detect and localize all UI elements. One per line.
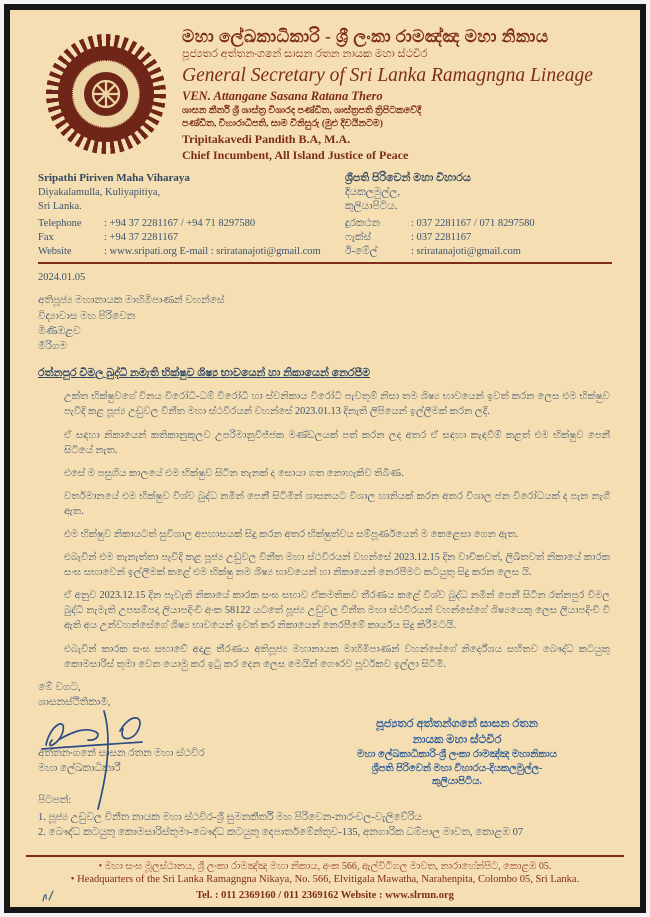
credentials-english-2: Chief Incumbent, All Island Justice of Peace: [182, 147, 409, 162]
website-email-value: : www.sripati.org E-mail : sriratanajoti@gmail.com: [104, 246, 321, 258]
paragraph: උක්ත භික්ෂුවගේ විනය විරෝධි-ධම් විරෝධි හා ස්වනිකාය විරෝධි පැවතුම් නිසා තම ශිෂ්‍ය භාවයෙන් ඉවත් කරන ලෙස එම භික්ෂුව පැවිදි කළ පූජ්‍ය උඩුවල විනීත මහා ස්ථවිරයන් වහන්සේ 2023.01.13 දිනැති ලිපියෙන් ඉල්ලීමක් කරන ලදී.: [64, 391, 610, 418]
letterhead: [46, 26, 612, 163]
telephone-label-si: දුරකථන: [345, 217, 381, 229]
signatory-name: අත්තනංගනේ සාසන රතන මහා ස්ථවිර: [38, 748, 205, 760]
paragraph: වර්තමානයේ එම භික්ෂුව විශ්ව බුද්ධ නමින් පෙනී සිටිමින් ශාසනයට විශාල හානියක් කරන අතර විශාල ජන විරෝධයක් ද පැන නැගී ඇත.: [64, 490, 610, 517]
stamp-line: කුලියාපිටිය.: [432, 776, 482, 788]
fax-row: [38, 231, 325, 245]
letter-date: 2024.01.05: [38, 272, 86, 284]
paragraph: ඒ අනුව 2023.12.15 දින පැවැති නිකායේ කාරක සංඝ සභාව ඒකමතිකව තීරණය කළේ විශ්ව බුද්ධ නමින් පෙනී සිටින රත්නපුර විමල බුද්ධි නැමැති උපසම්පදා ලියාපදිංචි අංක 58122 යටතේ පූජ්‍ය උඩුවල විනීත මහා ස්ථවිරයන් වහන්සේගේ ශිෂ්‍යයෙකු ලෙස ලියාපදිංචි වී ඇති අය උන්වහන්සේගේ ශිෂ්‍ය භාවයෙන් ඉවත් කර නිකායෙන් නෙරපීමේ කාර්යය සිදු කිරීමටයි.: [64, 590, 610, 632]
header-divider: [38, 262, 612, 264]
paragraph: එම භික්ෂුව නිකායටත් සුවිශාල අපහාසයක් සිදු කරන අතර භික්ෂුත්වය සම්පූර්ණයෙන් ම කෙළෙසා ගෙන ඇත.: [64, 528, 519, 540]
email-label-si: ඊ-මේල්: [345, 246, 378, 258]
contact-right: [325, 171, 612, 260]
paragraph: එබැවින් එම තැනැත්තා පැවිදි කළ පූජ්‍ය උඩුවල විනීත මහා ස්ථවිරයන් වහන්සේ 2023.12.15 දින වාචිකවත්, ලිඛිතවත් නිකායේ කාරක සංඝ සභාවෙන් ඉල්ලීමක් කළේ එම භික්ෂු නම ශිෂ්‍ය භාවයෙන් හා නිකායෙන් නෙරපීමට කටයුතු සිදු කරන ලෙස යි.: [64, 552, 610, 579]
copy-item: 1. පූජ්‍ය උඩුවල විනීත නායක මහා ස්ථවිර-ශ්‍රී සුමනකීර්ති මහ පිරිවෙන-නාරංවල-වැලිවේරිය: [38, 811, 422, 823]
nikaya-subtitle-sinhala: පූජ්‍යතර අත්තනංගනේ සාසන රතන නායක මහා ස්ථවිර: [182, 48, 428, 61]
seal-hub: [84, 72, 128, 116]
signatory-title: මහා ලේඛකාධිකාරී: [38, 762, 121, 774]
copies-label: පිටපත්:: [38, 794, 72, 806]
address-line: කුලියාපිටිය.: [345, 200, 398, 212]
contact-left-rows: [38, 217, 325, 260]
telephone-label: Telephone: [38, 217, 82, 229]
letterhead-text: [182, 26, 612, 163]
closing-line: ශාසනස්ථිතිකාමී,: [38, 697, 111, 709]
recipient-line: මිණිඹළව: [38, 325, 81, 337]
telephone-row: [38, 217, 325, 231]
email-row-si: [345, 245, 612, 259]
telephone-value: : +94 37 2281167 / +94 71 8297580: [104, 217, 256, 229]
credentials-sinhala-2: පණ්ඩිත, විහාරාධිපති, සාම විනිසුරු (මුළු දිවයිනටම): [182, 118, 383, 129]
letter-paper: [10, 10, 640, 907]
recipient-line: විද්‍යාවාස මහ පිරිවෙන: [38, 310, 136, 322]
dharma-wheel-icon: [89, 77, 123, 111]
fax-value: : +94 37 2281167: [104, 232, 179, 244]
signature-left: [38, 713, 302, 789]
contact-right-rows: [345, 217, 612, 260]
footer-tel-website: Tel. : 011 2369160 / 011 2369162 Website : www.slrmn.org: [196, 890, 454, 901]
contact-left: [38, 171, 325, 260]
signature-right: [302, 713, 612, 789]
telephone-row-si: [345, 217, 612, 231]
closing-line: මේ වගට,: [38, 681, 81, 693]
paragraph: ඒ සඳහා නිකායෙන් කතිකානුකූලව උපරිමානුවිජ්ජක මණ්ඩලයක් පත් කරන ලද අතර ඒ සඳහා කැඳවීම් කළත් එම භික්ෂුව පෙනී සිටියේ නැත.: [64, 429, 610, 456]
subject-line: රත්නපුර විමල බුද්ධි නමැති භික්ෂුව ශිෂ්‍ය භාවයෙන් හා නිකායෙන් නෙරපීම: [38, 367, 371, 380]
paragraph: එබැවින් කාරක සංඝ සභාවේ අදාළ තීරණය අතිපූජ්‍ය මහානායක මාහිමිපාණන් වහන්සේගේ නිර්දේශය සහිතව බෞද්ධ කටයුතු කොමසාරිස් තුමා වෙත යොමු කර ඉටු කර දෙන ලෙස මෙයින් ගෞරව පූර්වකව ඉල්ලා සිටිමි.: [64, 643, 610, 670]
letter-body: [38, 389, 612, 671]
website-label: Website: [38, 246, 72, 258]
nikaya-title-english: General Secretary of Sri Lanka Ramagngna Lineage: [182, 65, 593, 86]
fax-label-si: ෆැක්ස්: [345, 232, 372, 244]
address-line: Sri Lanka.: [38, 200, 82, 212]
vihara-name-sinhala: ශ්‍රීපති පිරිවෙන් මහා විහාරය: [345, 171, 471, 184]
footer-divider: [26, 855, 624, 857]
website-email-row: [38, 245, 325, 259]
vihara-name-english: Sripathi Piriven Maha Viharaya: [38, 171, 190, 184]
telephone-value-si: : 037 2281167 / 071 8297580: [411, 217, 535, 229]
contact-block: [38, 171, 612, 260]
stamp-line: පූජ්‍යතර අත්තන්ගනේ සාසන රතන: [376, 718, 538, 731]
stamp-line: මහා ලේඛකාධිකාරි-ශ්‍රී ලංකා රාමඤ්ඤ මහානිකාය: [357, 749, 557, 761]
pen-mark-icon: [40, 889, 56, 903]
signature-area: [38, 713, 612, 789]
fax-row-si: [345, 231, 612, 245]
credentials-english-1: Tripitakavedi Pandith B.A, M.A.: [182, 131, 351, 146]
address-line: දියකලමුල්ල,: [345, 186, 400, 198]
recipient-line: මීරිගම: [38, 341, 67, 353]
stamp-line: නායක මහා ස්ථවිර: [412, 733, 502, 746]
letter-frame: [4, 4, 646, 913]
credentials-sinhala-1: ශාසන කීර්ති ශ්‍රී ශාස්ත්‍ර විශාරද පණ්ඩිත, ශාස්ත්‍රපති ත්‍රිපිටකවේදී: [182, 106, 422, 116]
ven-name: VEN. Attangane Sasana Ratana Thero: [182, 89, 383, 104]
recipient-line: අතිපූජ්‍ය මහානායක මාහිමිපාණන් වහන්සේ: [38, 295, 225, 307]
dharma-wheel-seal-icon: [46, 34, 166, 154]
nikaya-title-sinhala: මහා ලේඛකාධිකාරි - ශ්‍රී ලංකා රාමඤ්ඤ මහා නිකාය: [182, 27, 549, 46]
fax-value-si: : 037 2281167: [411, 232, 472, 244]
recipient-block: [38, 293, 612, 354]
paragraph: එසේ ම පසුගිය කාලයේ එම භික්ෂුව සිටින තැනක් ද සොයා ගත නොහැකිව තිබිණ.: [64, 467, 404, 479]
handwritten-signature: [38, 709, 188, 813]
fax-label: Fax: [38, 232, 54, 244]
footer-address-english: • Headquarters of the Sri Lanka Ramagngna Nikaya, No. 566, Elvitigala Mawatha, Narahenpita, Colombo 05, Sri Lanka.: [70, 874, 580, 885]
email-value-si: : sriratanajoti@gmail.com: [411, 246, 521, 258]
closing-block: [38, 680, 612, 712]
copy-item: 2. බෞද්ධ කටයුතු කොමසාරිස්තුමා-බෞද්ධ කටයුතු දෙපාර්තමේන්තුව-135, අනගාරික ධම්පාල මාවත, කොළඹ 07: [38, 827, 524, 839]
footer-address-sinhala: • මහා සංඝ මූලස්ථානය, ශ්‍රී ලංකා රාමඤ්ඤ මහා නිකාය, අංක 566, ඇල්විටිගල මාවත, නාරාහේන්පිට, කොළඹ 05.: [98, 861, 552, 872]
stamp-line: ශ්‍රීපති පිරිවෙන් මහා විහාරය-දියකලමුල්ල-: [371, 762, 543, 774]
address-line: Diyakalamulla, Kuliyapitiya,: [38, 186, 161, 198]
letter-footer: [26, 855, 624, 901]
